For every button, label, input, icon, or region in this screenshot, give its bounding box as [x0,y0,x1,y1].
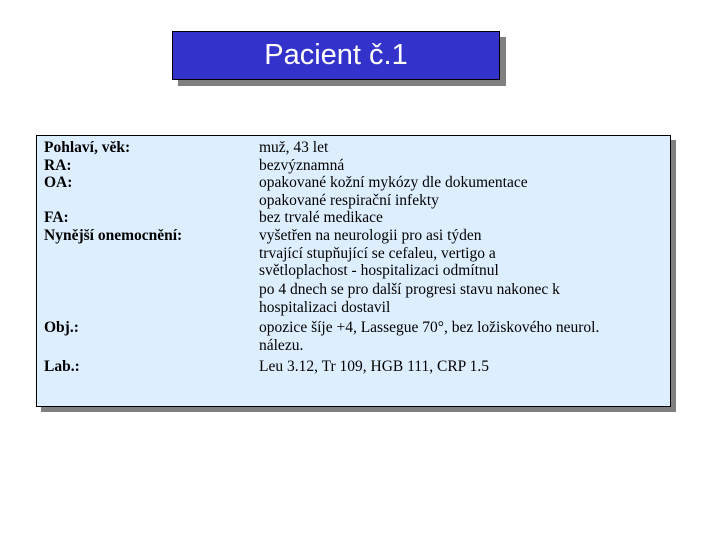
value-ra: bezvýznamná [259,156,345,174]
value-fa: bez trvalé medikace [259,209,383,226]
value-current-illness-line-1: vyšetřen na neurologii pro asi týden [259,227,482,244]
value-current-illness-line-4: po 4 dnech se pro další progresi stavu nakonec k [259,281,560,298]
value-sex-age: muž, 43 let [259,139,329,156]
patient-info-box [36,135,671,407]
value-current-illness-line-5: hospitalizaci dostavil [259,298,391,316]
value-lab: Leu 3.12, Tr 109, HGB 111, CRP 1.5 [259,358,489,375]
label-ra: RA: [44,156,72,174]
label-obj: Obj.: [44,319,79,336]
label-oa: OA: [44,174,73,191]
value-oa-line-2: opakované respirační infekty [259,191,439,209]
label-lab: Lab.: [44,358,80,375]
value-oa-line-1: opakované kožní mykózy dle dokumentace [259,174,528,191]
slide-title: Pacient č.1 [264,39,408,71]
value-obj-line-1: opozice šíje +4, Lassegue 70°, bez ložiskového neurol. [259,319,600,336]
value-obj-line-2: nálezu. [259,336,304,354]
label-sex-age: Pohlaví, věk: [44,139,131,156]
label-current-illness: Nynější onemocnění: [44,227,183,244]
value-current-illness-line-2: trvající stupňující se cefaleu, vertigo a [259,244,496,262]
label-fa: FA: [44,209,69,226]
value-current-illness-line-3: světloplachost - hospitalizaci odmítnul [259,262,499,279]
title-box [172,31,500,80]
